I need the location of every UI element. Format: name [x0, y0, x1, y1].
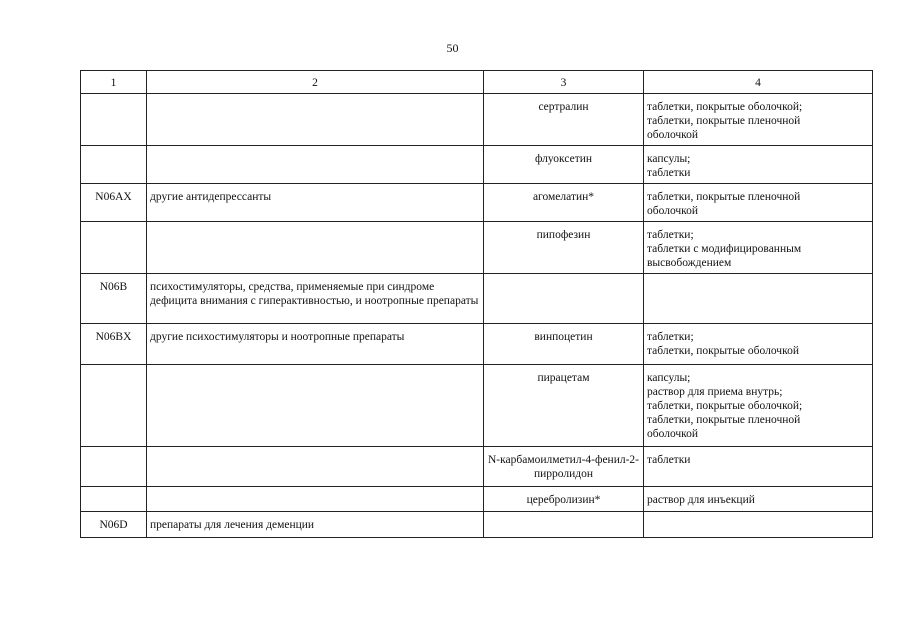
- group-cell: другие антидепрессанты: [147, 184, 484, 222]
- atc-code-cell: N06D: [81, 512, 147, 538]
- table-row: [81, 487, 873, 512]
- table-row: [81, 274, 873, 324]
- dosage-form-cell: капсулы; таблетки: [644, 146, 873, 184]
- drug-name-cell: N-карбамоилметил-4-фенил-2-пирролидон: [484, 447, 644, 487]
- drug-name-cell: сертралин: [484, 94, 644, 146]
- dosage-form-cell: раствор для инъекций: [644, 487, 873, 512]
- table-row: [81, 222, 873, 274]
- column-header-1: 1: [81, 71, 147, 94]
- atc-code-cell: [81, 94, 147, 146]
- dosage-form-cell: таблетки; таблетки с модифицированным высвобождением: [644, 222, 873, 274]
- table-row: [81, 94, 873, 146]
- group-cell: [147, 487, 484, 512]
- group-cell: другие психостимуляторы и ноотропные препараты: [147, 324, 484, 365]
- dosage-form-cell: [644, 512, 873, 538]
- dosage-form-cell: таблетки, покрытые пленочной оболочкой: [644, 184, 873, 222]
- table-row: [81, 365, 873, 447]
- group-cell: [147, 222, 484, 274]
- table-row: [81, 146, 873, 184]
- drug-name-cell: [484, 512, 644, 538]
- dosage-form-cell: таблетки; таблетки, покрытые оболочкой: [644, 324, 873, 365]
- drug-name-cell: флуоксетин: [484, 146, 644, 184]
- table-row: [81, 447, 873, 487]
- atc-code-cell: [81, 146, 147, 184]
- atc-code-cell: [81, 222, 147, 274]
- drug-list-table: [80, 70, 873, 538]
- group-cell: психостимуляторы, средства, применяемые при синдроме дефицита внимания с гиперактивностью, и ноотропные препараты: [147, 274, 484, 324]
- atc-code-cell: [81, 447, 147, 487]
- drug-name-cell: агомелатин*: [484, 184, 644, 222]
- column-header-4: 4: [644, 71, 873, 94]
- atc-code-cell: N06B: [81, 274, 147, 324]
- atc-code-cell: [81, 487, 147, 512]
- table-header-row: [81, 71, 873, 94]
- drug-name-cell: церебролизин*: [484, 487, 644, 512]
- drug-name-cell: пипофезин: [484, 222, 644, 274]
- page-number: 50: [446, 41, 459, 55]
- drug-name-cell: пирацетам: [484, 365, 644, 447]
- table-row: [81, 324, 873, 365]
- group-cell: [147, 365, 484, 447]
- table-row: [81, 512, 873, 538]
- drug-name-cell: [484, 274, 644, 324]
- column-header-2: 2: [147, 71, 484, 94]
- column-header-3: 3: [484, 71, 644, 94]
- group-cell: [147, 447, 484, 487]
- dosage-form-cell: таблетки: [644, 447, 873, 487]
- dosage-form-cell: капсулы; раствор для приема внутрь; таблетки, покрытые оболочкой; таблетки, покрытые пленочной оболочкой: [644, 365, 873, 447]
- table-row: [81, 184, 873, 222]
- atc-code-cell: [81, 365, 147, 447]
- dosage-form-cell: [644, 274, 873, 324]
- drug-name-cell: винпоцетин: [484, 324, 644, 365]
- atc-code-cell: N06BX: [81, 324, 147, 365]
- group-cell: [147, 94, 484, 146]
- group-cell: препараты для лечения деменции: [147, 512, 484, 538]
- group-cell: [147, 146, 484, 184]
- dosage-form-cell: таблетки, покрытые оболочкой; таблетки, покрытые пленочной оболочкой: [644, 94, 873, 146]
- atc-code-cell: N06AX: [81, 184, 147, 222]
